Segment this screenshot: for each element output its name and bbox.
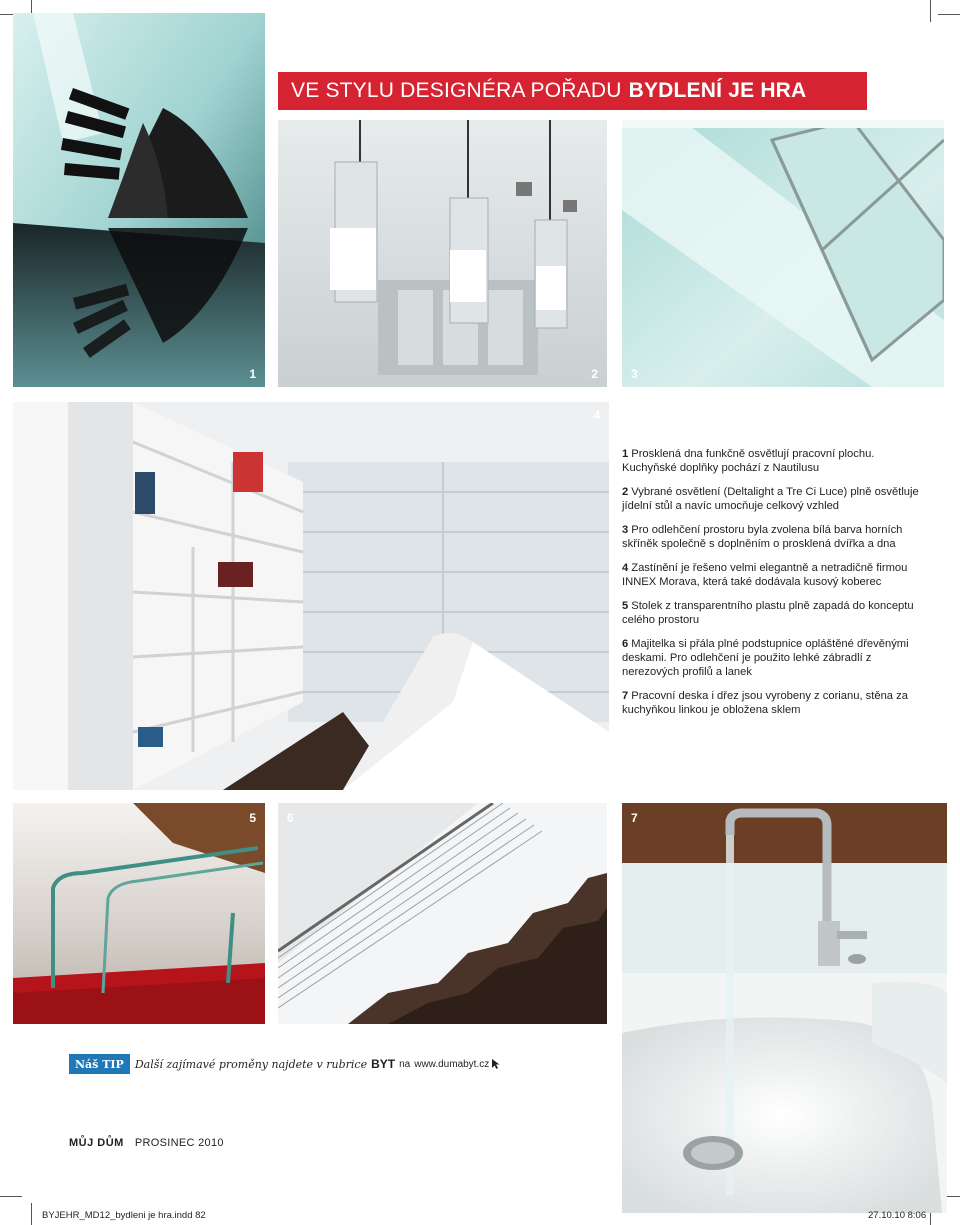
print-slug-timestamp: 27.10.10 8:06 (868, 1210, 927, 1221)
caption-number: 7 (622, 690, 629, 702)
caption-text: Majitelka si přála plné podstupnice opláštěné dřevěnými deskami. Pro odlehčení je použito lehké zábradlí z nerezových profilů a lanek (622, 638, 909, 678)
tip-text: Další zajímavé proměny najdete v rubrice (134, 1057, 368, 1071)
photo-number: 2 (591, 367, 598, 381)
caption-item (622, 599, 922, 627)
photo-captions (622, 447, 922, 727)
caption-number: 6 (622, 638, 629, 650)
caption-item (622, 561, 922, 589)
section-title-banner (278, 72, 867, 110)
tip-box (69, 1054, 500, 1074)
photo-1-knife-block (13, 13, 265, 387)
tip-section: BYT (371, 1057, 396, 1071)
crop-mark (930, 0, 931, 22)
caption-text: Prosklená dna funkčně osvětlují pracovní plochu. Kuchyňské doplňky pochází z Nautilusu (622, 448, 875, 474)
photo-number: 5 (249, 811, 256, 825)
photo-3-glass-cabinet (622, 120, 944, 387)
photo-number: 4 (593, 408, 600, 422)
print-slug-file: BYJEHR_MD12_bydleni je hra.indd 82 (42, 1210, 206, 1221)
caption-number: 4 (622, 562, 629, 574)
caption-number: 2 (622, 486, 629, 498)
photo-number: 7 (631, 811, 638, 825)
tip-url-link[interactable]: www.dumabyt.cz (414, 1058, 490, 1070)
crop-mark (31, 1203, 32, 1225)
caption-number: 1 (622, 448, 629, 460)
photo-number: 1 (249, 367, 256, 381)
caption-text: Pro odlehčení prostoru byla zvolena bílá barva horních skříněk společně s doplněním o prosklená dvířka a dna (622, 524, 903, 550)
caption-text: Stolek z transparentního plastu plně zapadá do konceptu celého prostoru (622, 600, 914, 626)
caption-number: 3 (622, 524, 629, 536)
caption-item (622, 447, 922, 475)
title-light: VE STYLU DESIGNÉRA POŘADU (291, 79, 622, 102)
cursor-arrow-icon (492, 1059, 500, 1069)
caption-text: Pracovní deska i dřez jsou vyrobeny z corianu, stěna za kuchyňkou linkou je obložena sklem (622, 690, 908, 716)
tip-badge: Náš TIP (69, 1054, 130, 1074)
photo-7-sink (622, 803, 947, 1213)
photo-number: 6 (287, 811, 294, 825)
tip-connector: na (399, 1058, 411, 1070)
caption-item (622, 485, 922, 513)
title-bold: BYDLENÍ JE HRA (628, 79, 807, 102)
photo-6-staircase (278, 803, 607, 1024)
magazine-name: MŮJ DŮM (69, 1137, 124, 1149)
photo-number: 3 (631, 367, 638, 381)
caption-item (622, 523, 922, 551)
caption-item (622, 689, 922, 717)
footer-brand (69, 1137, 224, 1149)
caption-number: 5 (622, 600, 629, 612)
photo-2-pendant-lights (278, 120, 607, 387)
crop-mark (0, 1196, 22, 1197)
caption-item (622, 637, 922, 679)
caption-text: Vybrané osvětlení (Deltalight a Tre Ci Luce) plně osvětluje jídelní stůl a navíc umocňuje celkový vzhled (622, 486, 919, 512)
caption-text: Zastínění je řešeno velmi elegantně a netradičně firmou INNEX Morava, která také dodávala kusový koberec (622, 562, 908, 588)
photo-4-bookshelf (13, 402, 609, 790)
crop-mark (938, 14, 960, 15)
photo-5-glass-table (13, 803, 265, 1024)
issue-date: PROSINEC 2010 (134, 1137, 224, 1149)
